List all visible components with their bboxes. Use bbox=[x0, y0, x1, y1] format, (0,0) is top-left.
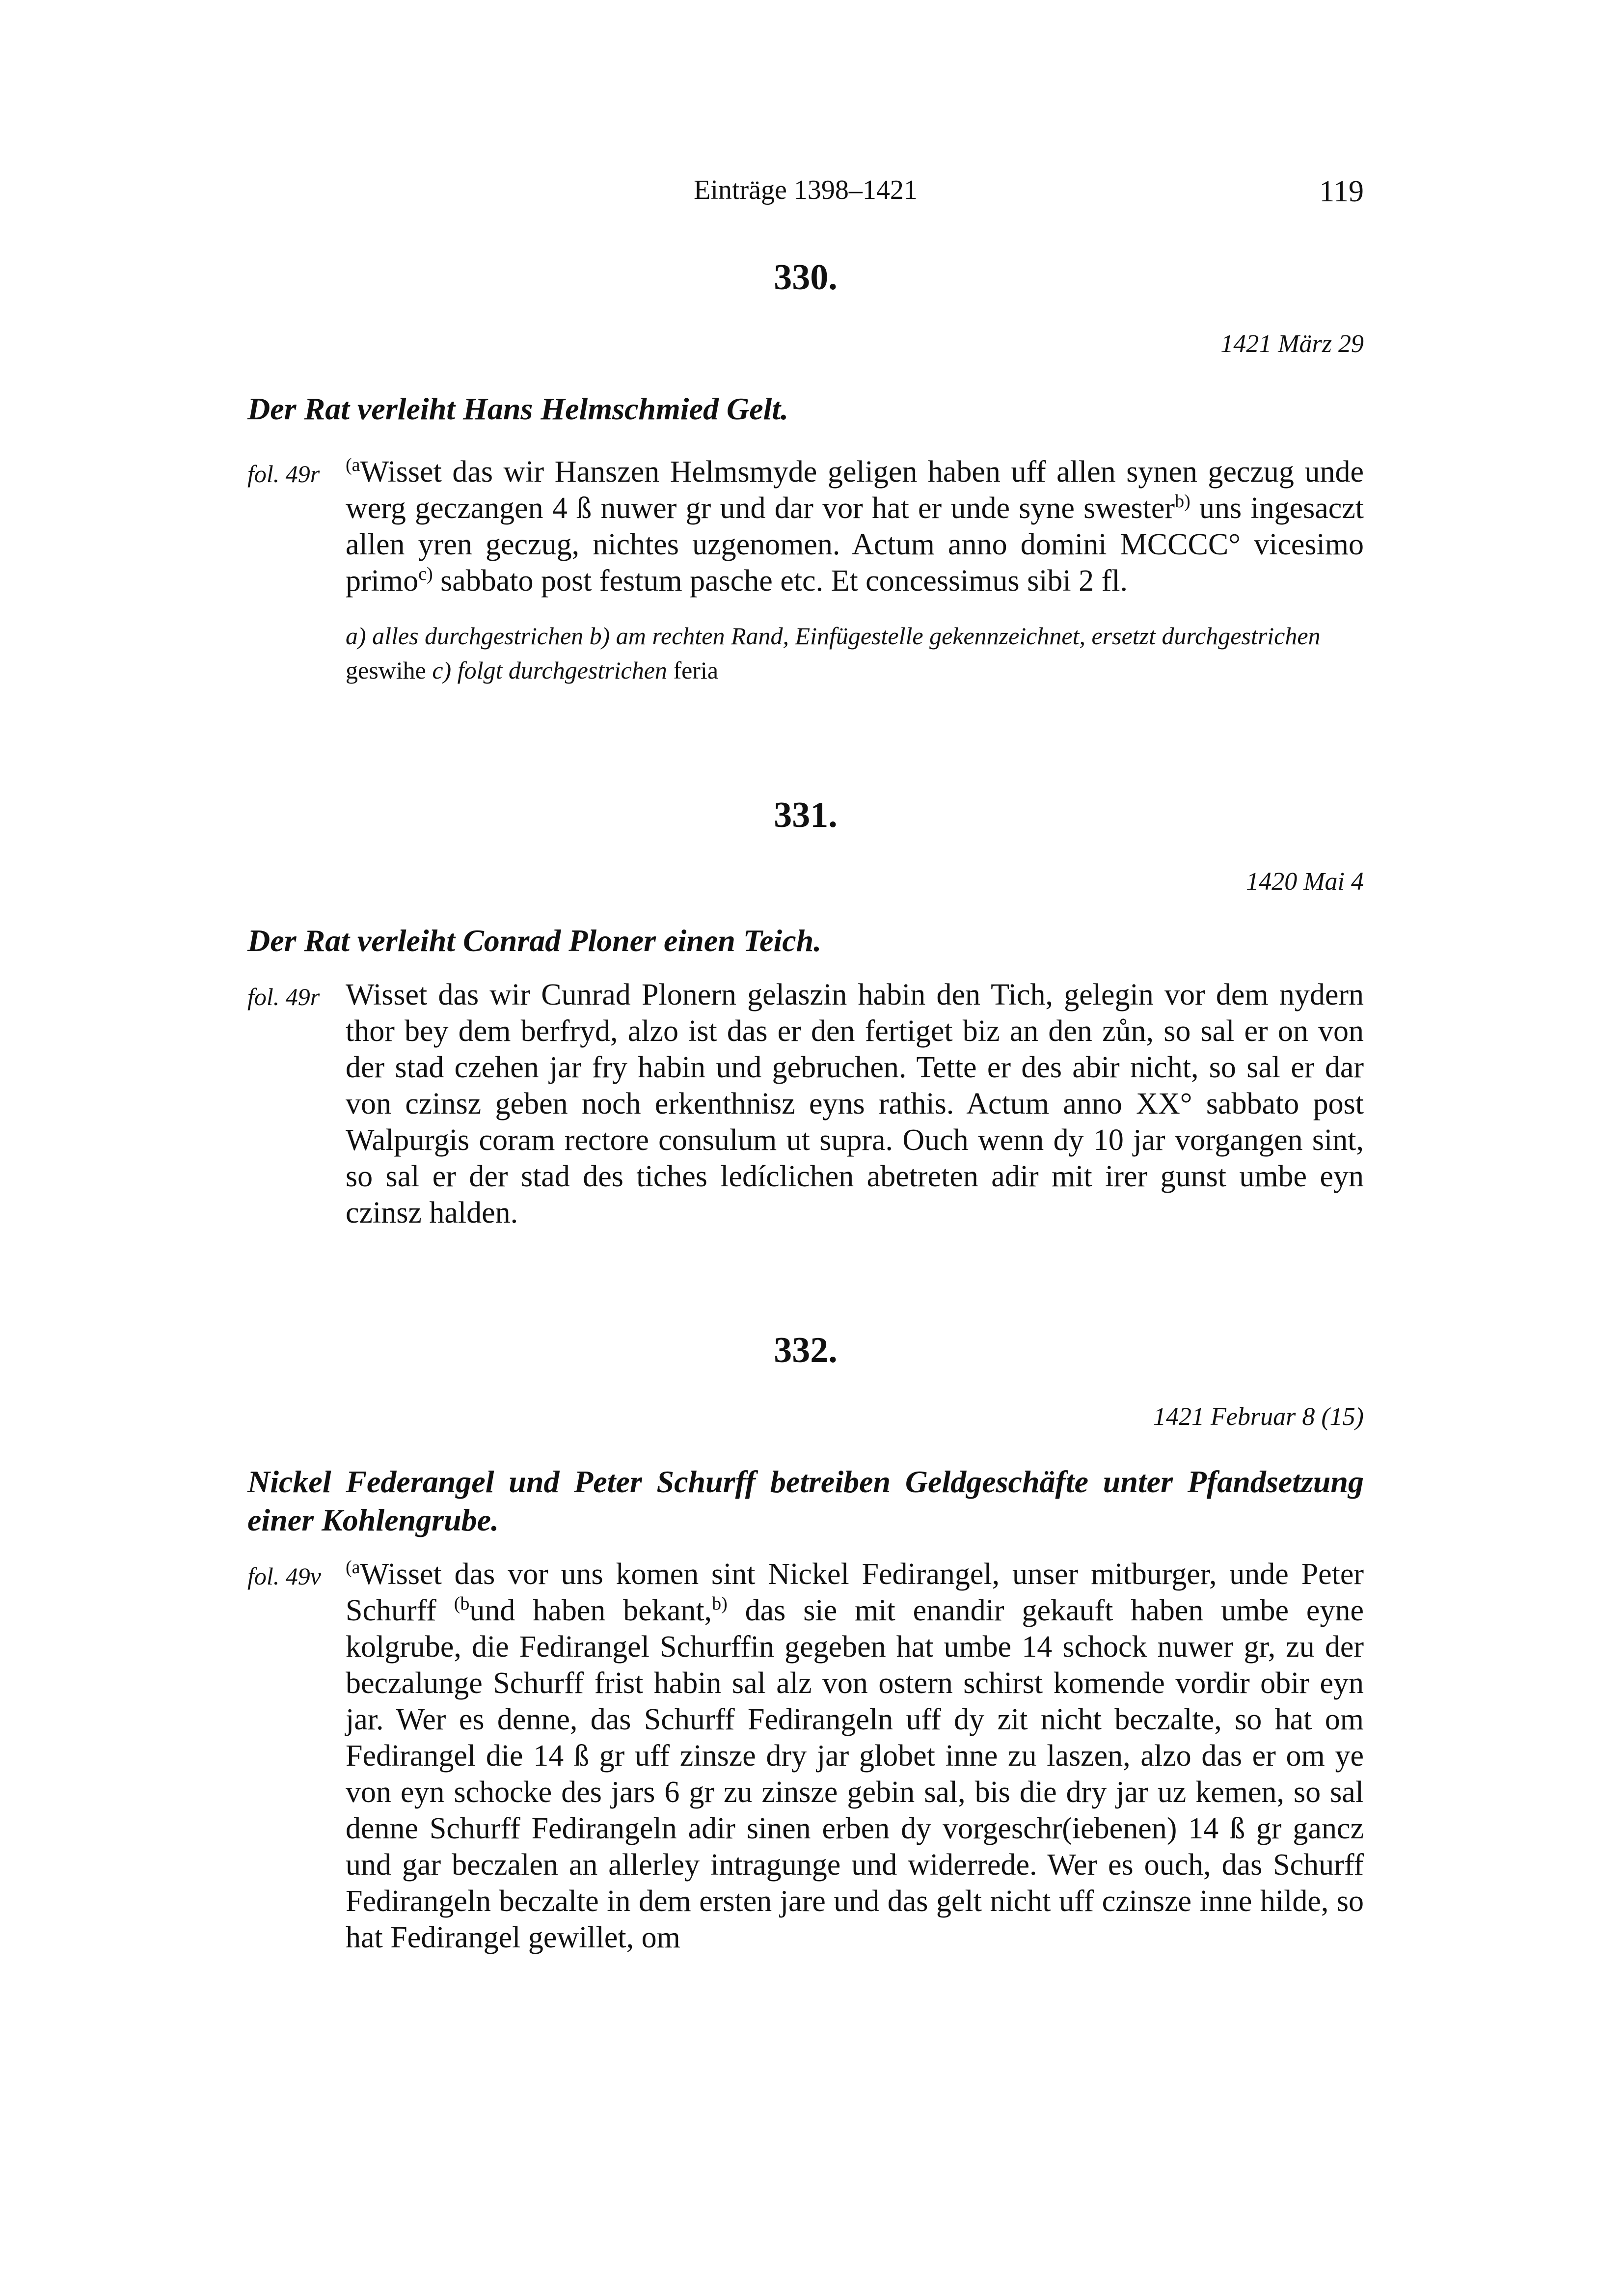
entry-number: 331. bbox=[774, 795, 838, 835]
text-segment: das sie mit enandir gekauft haben umbe eyne kolgrube, die Fedirangel Schurffin gegeben hat umbe 14 schock nuwer gr, zu der beczalunge Schurff frist habin sal alz von ostern schirst komende vordir obir eyn jar. Wer es denne, das Schurff Fedirangeln uff dy zit nicht beczalte, so hat om Fedirangel die 14 ß gr uff zinsze dry jar globet inne zu laszen, alzo das er om ye von eyn schocke des jars 6 gr zu zinsze gebin sal, bis die dry jar uz kemen, so sal denne Schurff Fedirangeln adir sinen erben dy vorgeschr(iebenen) 14 ß gr gancz und gar beczalen an allerley intragunge und widerrede. Wer es ouch, das Schurff Fedirangeln beczalte in dem ersten jare und das gelt nicht uff czinsze inne hilde, so hat Fedirangel gewillet, om bbox=[346, 1594, 1364, 1954]
footnote-marker: (a bbox=[346, 1557, 360, 1578]
entry-331 bbox=[247, 793, 1364, 1231]
entry-body bbox=[247, 454, 1364, 687]
footnote-text: feria bbox=[673, 656, 719, 684]
entry-number: 330. bbox=[774, 257, 838, 298]
running-title: Einträge 1398–1421 bbox=[694, 175, 918, 205]
footnotes bbox=[346, 619, 1364, 687]
page-number: 119 bbox=[1319, 175, 1364, 208]
text-segment: Wisset das wir Hanszen Helmsmyde geligen haben uff allen synen geczug unde werg geczangen 4 ß nuwer gr und dar vor hat er unde syne swester bbox=[346, 455, 1364, 525]
text-segment: Wisset das vor uns komen sint Nickel Fedirangel, unser mitburger, unde Peter Schurff bbox=[346, 1558, 1364, 1627]
folio-reference: fol. 49r bbox=[247, 983, 320, 1011]
entry-date: 1421 März 29 bbox=[1220, 330, 1364, 358]
text-segment: sabbato post festum pasche etc. Et concessimus sibi 2 fl. bbox=[433, 564, 1128, 598]
entry-body bbox=[247, 977, 1364, 1231]
entry-heading: Der Rat verleiht Hans Helmschmied Gelt. bbox=[247, 391, 789, 426]
entry-330 bbox=[247, 255, 1364, 687]
entry-date: 1421 Februar 8 (15) bbox=[1153, 1403, 1364, 1431]
footnote-marker: c) bbox=[418, 564, 433, 584]
footnote-text: a) alles durchgestrichen b) am rechten Rand, Einfügestelle gekennzeichnet, ersetzt durchgestrichen bbox=[346, 622, 1321, 650]
text-segment: uns ingesaczt allen yren geczug, nichtes uzgenomen. Actum anno domini MCCCC° vicesimo primo bbox=[346, 492, 1364, 598]
entry-body bbox=[247, 1556, 1364, 1956]
entry-text bbox=[346, 454, 1364, 599]
running-head bbox=[247, 174, 1364, 219]
footnote-marker: (b bbox=[454, 1593, 470, 1614]
footnote-text: c) folgt durchgestrichen bbox=[426, 656, 674, 684]
entry-heading: Nickel Federangel und Peter Schurff betreiben Geldgeschäfte unter Pfandsetzung einer Kohlengrube. bbox=[247, 1464, 1364, 1537]
folio-reference: fol. 49r bbox=[247, 460, 320, 488]
footnote-marker: b) bbox=[712, 1593, 728, 1614]
folio-reference: fol. 49v bbox=[247, 1562, 321, 1590]
footnote-text: geswihe bbox=[346, 656, 426, 684]
footnote-marker: b) bbox=[1175, 491, 1190, 512]
entry-heading: Der Rat verleiht Conrad Ploner einen Teich. bbox=[247, 923, 822, 958]
entry-text bbox=[346, 1556, 1364, 1956]
footnote-marker: (a bbox=[346, 455, 360, 475]
text-segment: und haben bekant, bbox=[469, 1594, 712, 1627]
entry-text: Wisset das wir Cunrad Plonern gelaszin habin den Tich, gelegin vor dem nydern thor bey dem berfryd, alzo ist das er den fertiget biz an den zůn, so sal er on von der stad czehen jar fry habin und gebruchen. Tette er des abir nicht, so sal er dar von czinsz geben noch erkenthnisz eyns rathis. Actum anno XX° sabbato post Walpurgis coram rectore consulum ut supra. Ouch wenn dy 10 jar vorgangen sint, so sal er der stad des tiches ledíclichen abetreten adir mit irer gunst umbe eyn czinsz halden. bbox=[346, 978, 1364, 1230]
entry-number: 332. bbox=[774, 1330, 838, 1370]
entry-332 bbox=[247, 1328, 1364, 1956]
entry-date: 1420 Mai 4 bbox=[1246, 868, 1364, 896]
